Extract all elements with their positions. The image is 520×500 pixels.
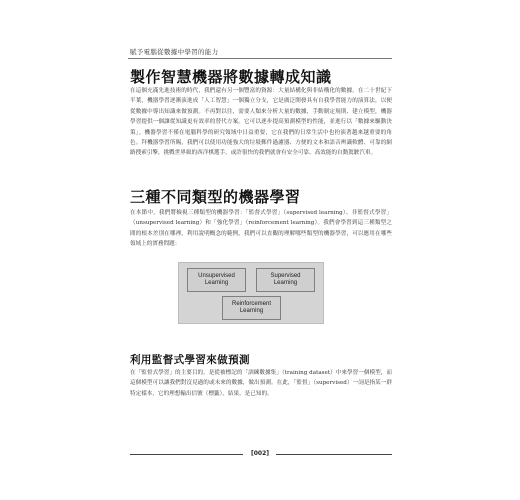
footer-divider-left [130,454,243,455]
diagram-node-reinforcement: Reinforcement Learning [222,296,281,320]
running-head: 賦予電腦從數據中學習的能力 [130,48,219,56]
diagram-node-unsupervised: Unsupervised Learning [187,268,246,292]
page-number-value: 002 [253,450,267,457]
paragraph-2: 在本節中，我們將檢視三種類型的機器學習：「監督式學習」（supervised learning）、非監督式學習」（unsupervised learning）和「強化學習」（reinforcement learning）。我們會學習到這三種類型之間的根本差別在哪裡，利用說明概念的範例，我們可以直觀的理解哪些類型的機器學習，可以應用在哪些領域上的實務問題： [130,210,392,248]
header-divider [128,58,392,59]
ml-types-diagram [178,262,324,324]
paragraph-3: 在「監督式學習」的主要目的，是從被標記的「訓練數據集」（training dataset）中來學習一個模型，而這個模型可以讓我們對沒見過的或未來的數據，做出預測。在此，「監督」（supervised）一詞是指某一群特定樣本，它的理想輸出信號（標籤），結果，是已知的。 [130,370,392,397]
section-heading-2: 三種不同類型的機器學習 [130,188,301,206]
section-heading-1: 製作智慧機器將數據轉成知識 [130,68,332,86]
page-number [244,450,276,457]
page-number-close-bracket: ] [266,450,270,457]
page-number-open-bracket: [ [250,450,254,457]
paragraph-1: 在這個充滿先進技術的時代，我們還有另一個豐富的資源：大量結構化與非結構化的數據。在二十世紀下半葉，機器學習逐漸演進成「人工智慧」一個獨立分支，它是廣泛開發具有自我學習能力的演算法，以便從數據中導出知識來做預測。不再對以往，需要人類來分析大量的數據，手動制定規則、建立模型，機器學習提供一個讓從知識更有效率的替代方案。它可以逐步提高預測模型的性能，並進行以「數據來驅動決策」。機器學習不僅在電腦科學的研究領域中日益重要，它在我們的日常生活中也扮演著越來越重要的角色。拜機器學習所賜，我們可以使用功能強大的垃圾郵件過濾器、方便的文本和語音辨識軟體、可靠的網路搜索引擎，挑戰世界級的西洋棋選手，或許很快的我們就會有安全可靠、高效能的自動駕駛汽車。 [130,88,392,157]
section-heading-3: 利用監督式學習來做預測 [130,354,250,366]
diagram-node-supervised: Supervised Learning [256,268,315,292]
footer-divider-right [276,454,392,455]
